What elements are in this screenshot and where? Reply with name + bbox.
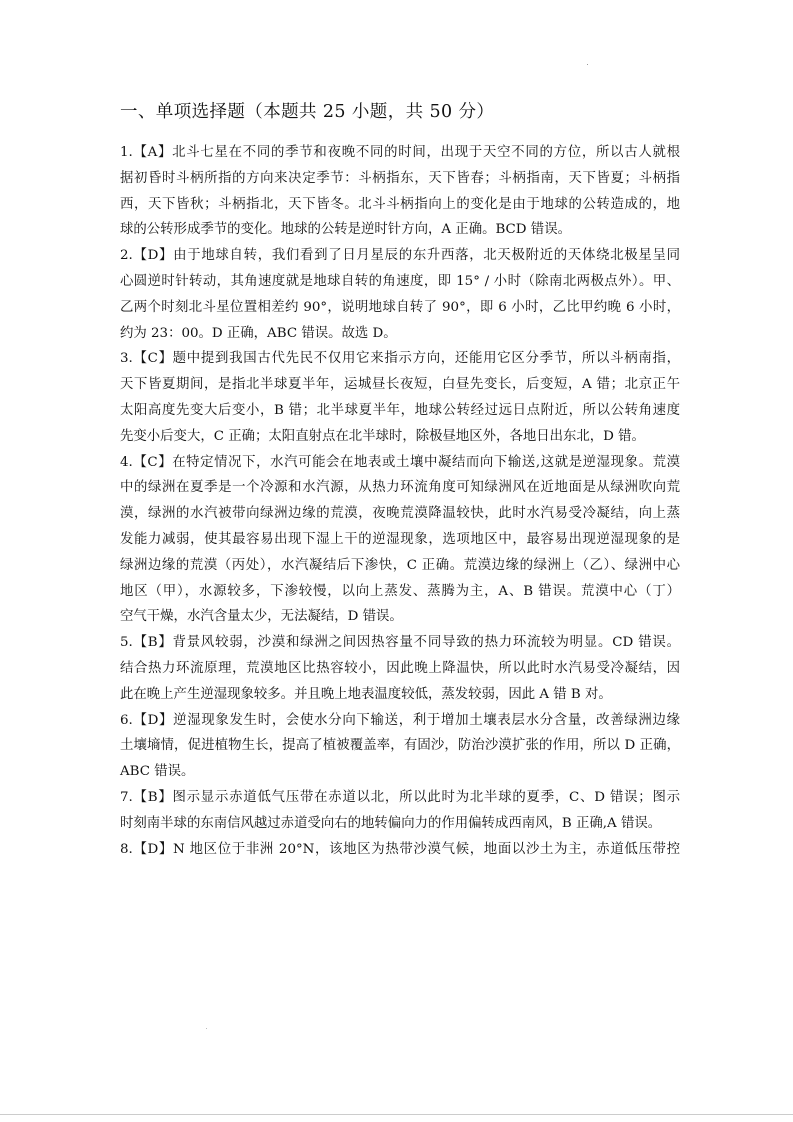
section-heading: 一、单项选择题（本题共 25 小题，共 50 分）: [120, 102, 495, 122]
text-line: 7.【B】图示显示赤道低气压带在赤道以北，所以此时为北半球的夏季，C、D 错误；图示: [120, 789, 680, 805]
text-line: 先变小后变大，C 正确；太阳直射点在北半球时，除极昼地区外，各地日出东北，D 错。: [120, 428, 645, 444]
answer-paragraph-3: [120, 346, 680, 449]
text-line: 土壤墒情，促进植物生长，提高了植被覆盖率，有固沙，防治沙漠扩张的作用，所以 D 正确，: [120, 738, 680, 754]
text-line: ABC 错误。: [120, 764, 195, 780]
text-line: 空气干燥，水汽含量太少，无法凝结，D 错误。: [120, 609, 403, 625]
page-dot: [587, 64, 588, 65]
text-line: 球的公转形成季节的变化。地球的公转是逆时针方向，A 正确。BCD 错误。: [120, 222, 571, 238]
text-line: 乙两个时刻北斗星位置相差约 90°，说明地球自转了 90°，即 6 小时，乙比甲约晚 6 小时，: [120, 299, 680, 315]
text-line: 结合热力环流原理，荒漠地区比热容较小，因此晚上降温快，所以此时水汽易受冷凝结，因: [120, 660, 680, 676]
text-line: 西，天下皆秋；斗柄指北，天下皆冬。北斗斗柄指向上的变化是由于地球的公转造成的，地: [120, 196, 680, 212]
text-line: 据初昏时斗柄所指的方向来决定季节：斗柄指东，天下皆春；斗柄指南，天下皆夏；斗柄指: [120, 170, 680, 186]
text-line: 1.【A】北斗七星在不同的季节和夜晚不同的时间，出现于天空不同的方位，所以古人就根: [120, 145, 680, 160]
answer-paragraph-6: [120, 708, 680, 785]
text-line: 2.【D】由于地球自转，我们看到了日月星辰的东升西落，北天极附近的天体绕北极星呈同: [120, 248, 680, 264]
text-line: 时刻南半球的东南信风越过赤道受向右的地转偏向力的作用偏转成西南风，B 正确,A 错误。: [120, 815, 662, 831]
text-line: 3.【C】题中提到我国古代先民不仅用它来指示方向，还能用它区分季节，所以斗柄南指，: [120, 351, 680, 367]
answer-paragraph-1: [120, 140, 680, 243]
text-line: 地区（甲），水源较多，下渗较慢，以向上蒸发、蒸腾为主，A、B 错误。荒漠中心（丁）: [120, 583, 680, 599]
text-line: 此在晚上产生逆湿现象较多。并且晚上地表温度较低，蒸发较弱，因此 A 错 B 对。: [120, 686, 612, 702]
text-line: 中的绿洲在夏季是一个冷源和水汽源，从热力环流角度可知绿洲风在近地面是从绿洲吹向荒: [120, 480, 680, 496]
answer-paragraph-2: [120, 243, 680, 346]
text-line: 6.【D】逆湿现象发生时，会使水分向下输送，利于增加土壤表层水分含量，改善绿洲边缘: [120, 712, 680, 728]
text-line: 绿洲边缘的荒漠（丙处），水汽凝结后下渗快，C 正确。荒漠边缘的绿洲上（乙）、绿洲中心: [120, 557, 680, 573]
answer-paragraph-7: [120, 785, 680, 837]
page-dot: [206, 1028, 207, 1029]
text-line: 天下皆夏期间，是指北半球夏半年，运城昼长夜短，白昼先变长，后变短，A 错；北京正午: [120, 377, 680, 393]
answer-paragraph-8: [120, 837, 680, 863]
text-line: 约为 23：00。D 正确，ABC 错误。故选 D。: [120, 325, 397, 341]
page-bottom-edge: [0, 1114, 793, 1115]
text-line: 漠，绿洲的水汽被带向绿洲边缘的荒漠，夜晚荒漠降温较快，此时水汽易受冷凝结，向上蒸: [120, 506, 680, 522]
text-line: 心圆逆时针转动，其角速度就是地球自转的角速度，即 15° / 小时（除南北两极点外）。甲、: [120, 273, 680, 289]
answer-paragraph-5: [120, 630, 680, 707]
text-line: 太阳高度先变大后变小，B 错；北半球夏半年，地球公转经过远日点附近，所以公转角速度: [120, 402, 680, 418]
text-line: 4.【C】在特定情况下，水汽可能会在地表或土壤中凝结而向下输送,这就是逆湿现象。荒漠: [120, 454, 680, 470]
answer-paragraph-4: [120, 450, 680, 631]
text-line: 发能力减弱，使其最容易出现下湿上干的逆湿现象，选项地区中，最容易出现逆湿现象的是: [120, 531, 680, 547]
text-line: 5.【B】背景风较弱，沙漠和绿洲之间因热容量不同导致的热力环流较为明显。CD 错误。: [120, 635, 680, 651]
answer-list: [120, 140, 680, 862]
text-line: 8.【D】N 地区位于非洲 20°N，该地区为热带沙漠气候，地面以沙土为主，赤道低压带控: [120, 841, 680, 857]
